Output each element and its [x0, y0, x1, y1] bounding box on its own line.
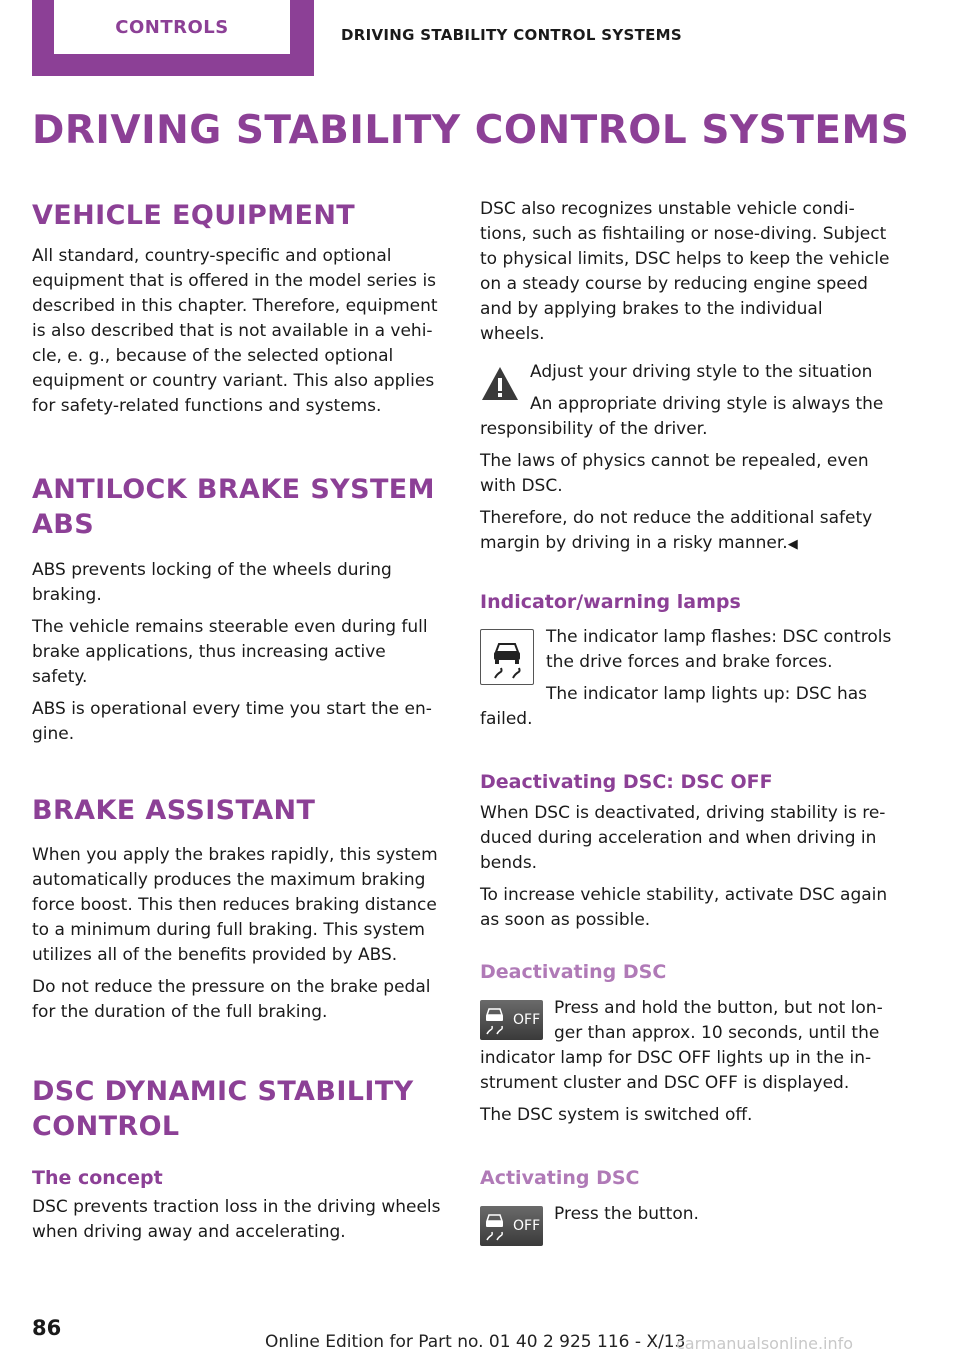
concept-heading: The concept [32, 1167, 163, 1189]
brake-assistant-heading: BRAKE ASSISTANT [32, 795, 316, 826]
text-line: ger than approx. 10 seconds, until the [554, 1023, 880, 1043]
dsc-off-button-label: OFF [513, 1012, 541, 1028]
text-line: Therefore, do not reduce the additional safety [480, 508, 873, 528]
dsc-heading-line2: CONTROL [32, 1111, 180, 1142]
activating-heading: Activating DSC [480, 1167, 640, 1189]
abs-heading-line1: ANTILOCK BRAKE SYSTEM [32, 474, 435, 505]
text-line: the drive forces and brake forces. [546, 652, 833, 672]
text-line: When you apply the brakes rapidly, this system [32, 845, 438, 865]
chapter-tab-label [54, 0, 290, 54]
text-line: DSC also recognizes unstable vehicle condi‐ [480, 199, 855, 219]
text-line: force boost. This then reduces braking distance [32, 895, 437, 915]
text-line: safety. [32, 667, 88, 687]
indicator-heading: Indicator/warning lamps [480, 591, 741, 613]
text-line: The indicator lamp lights up: DSC has [546, 684, 867, 704]
text-line: and by applying brakes to the individual [480, 299, 823, 319]
brake-assistant-section [32, 793, 452, 1025]
text-line: DSC prevents traction loss in the driving wheels [32, 1197, 441, 1217]
text-line: duced during acceleration and when driving in [480, 828, 877, 848]
text-line: ABS is operational every time you start the en‐ [32, 699, 432, 719]
text-line: The vehicle remains steerable even during full [32, 617, 428, 637]
text-line: gine. [32, 724, 75, 744]
text-line: on a steady course by reducing engine speed [480, 274, 868, 294]
header-section-title [341, 26, 682, 44]
text-line: wheels. [480, 324, 545, 344]
text-line: The laws of physics cannot be repealed, even [480, 451, 869, 471]
end-marker-icon: ◀ [787, 537, 798, 552]
abs-section [32, 472, 452, 747]
abs-heading-line2: ABS [32, 509, 95, 540]
text-line: bends. [480, 853, 538, 873]
text-line: to physical limits, DSC helps to keep the vehicle [480, 249, 890, 269]
text-line: for safety-related functions and systems. [32, 396, 382, 416]
text-line: Do not reduce the pressure on the brake pedal [32, 977, 431, 997]
text-line: The indicator lamp flashes: DSC controls [546, 627, 892, 647]
dsc-off-button-label: OFF [513, 1218, 541, 1234]
text-line: automatically produces the maximum braking [32, 870, 426, 890]
text-line: described in this chapter. Therefore, equipment [32, 296, 438, 316]
deactivating-off-text [480, 801, 900, 933]
text-line: strument cluster and DSC OFF is displayed. [480, 1073, 850, 1093]
text-line: tions, such as fishtailing or nose-diving. Subject [480, 224, 887, 244]
text-line: utilizes all of the benefits provided by ABS. [32, 945, 398, 965]
text-line: margin by driving in a risky manner. [480, 533, 788, 553]
text-line: when driving away and accelerating. [32, 1222, 346, 1242]
text-line: cle, e. g., because of the selected optional [32, 346, 394, 366]
vehicle-equipment-text [32, 244, 452, 419]
dsc-off-button-icon [480, 1000, 543, 1040]
text-line: The DSC system is switched off. [480, 1105, 753, 1125]
text-line: to a minimum during full braking. This system [32, 920, 425, 940]
text-line: To increase vehicle stability, activate DSC again [480, 885, 888, 905]
text-line: Press the button. [554, 1204, 699, 1224]
dsc-section [32, 1074, 452, 1245]
text-line: ABS prevents locking of the wheels during [32, 560, 392, 580]
dsc-heading-line1: DSC DYNAMIC STABILITY [32, 1076, 414, 1107]
dsc-indicator-lamp-icon [480, 629, 534, 685]
watermark: carmanualsonline.info [676, 1334, 854, 1353]
text-line: equipment or country variant. This also applies [32, 371, 435, 391]
chapter-tab-text: CONTROLS [115, 16, 229, 38]
section-title-text: DRIVING STABILITY CONTROL SYSTEMS [341, 26, 683, 44]
chapter-tab [32, 0, 314, 76]
text-line: equipment that is offered in the model series is [32, 271, 437, 291]
edition-footer: Online Edition for Part no. 01 40 2 925 116 - X/13 [265, 1332, 686, 1352]
text-line: failed. [480, 709, 533, 729]
page-number: 86 [32, 1316, 62, 1340]
text-line: brake applications, thus increasing active [32, 642, 386, 662]
text-line: braking. [32, 585, 102, 605]
text-line: with DSC. [480, 476, 563, 496]
text-line: responsibility of the driver. [480, 419, 708, 439]
text-line: for the duration of the full braking. [32, 1002, 328, 1022]
vehicle-equipment-heading: VEHICLE EQUIPMENT [32, 200, 356, 231]
warning-title: Adjust your driving style to the situation [530, 362, 873, 382]
text-line: When DSC is deactivated, driving stability is re‐ [480, 803, 886, 823]
text-line: is also described that is not available in a vehi‐ [32, 321, 433, 341]
deactivating-off-heading: Deactivating DSC: DSC OFF [480, 771, 773, 793]
text-line: as soon as possible. [480, 910, 651, 930]
warning-end-line [480, 531, 798, 557]
dsc-intro [480, 197, 900, 347]
page-title: DRIVING STABILITY CONTROL SYSTEMS [32, 108, 910, 153]
text-line: indicator lamp for DSC OFF lights up in the in‐ [480, 1048, 872, 1068]
text-line: An appropriate driving style is always the [530, 394, 884, 414]
text-line: All standard, country-specific and optional [32, 246, 392, 266]
text-line: Press and hold the button, but not lon‐ [554, 998, 883, 1018]
dsc-off-button-icon [480, 1206, 543, 1246]
vehicle-equipment-section [32, 198, 452, 419]
warning-triangle-icon [480, 364, 520, 404]
deactivating-heading: Deactivating DSC [480, 961, 667, 983]
